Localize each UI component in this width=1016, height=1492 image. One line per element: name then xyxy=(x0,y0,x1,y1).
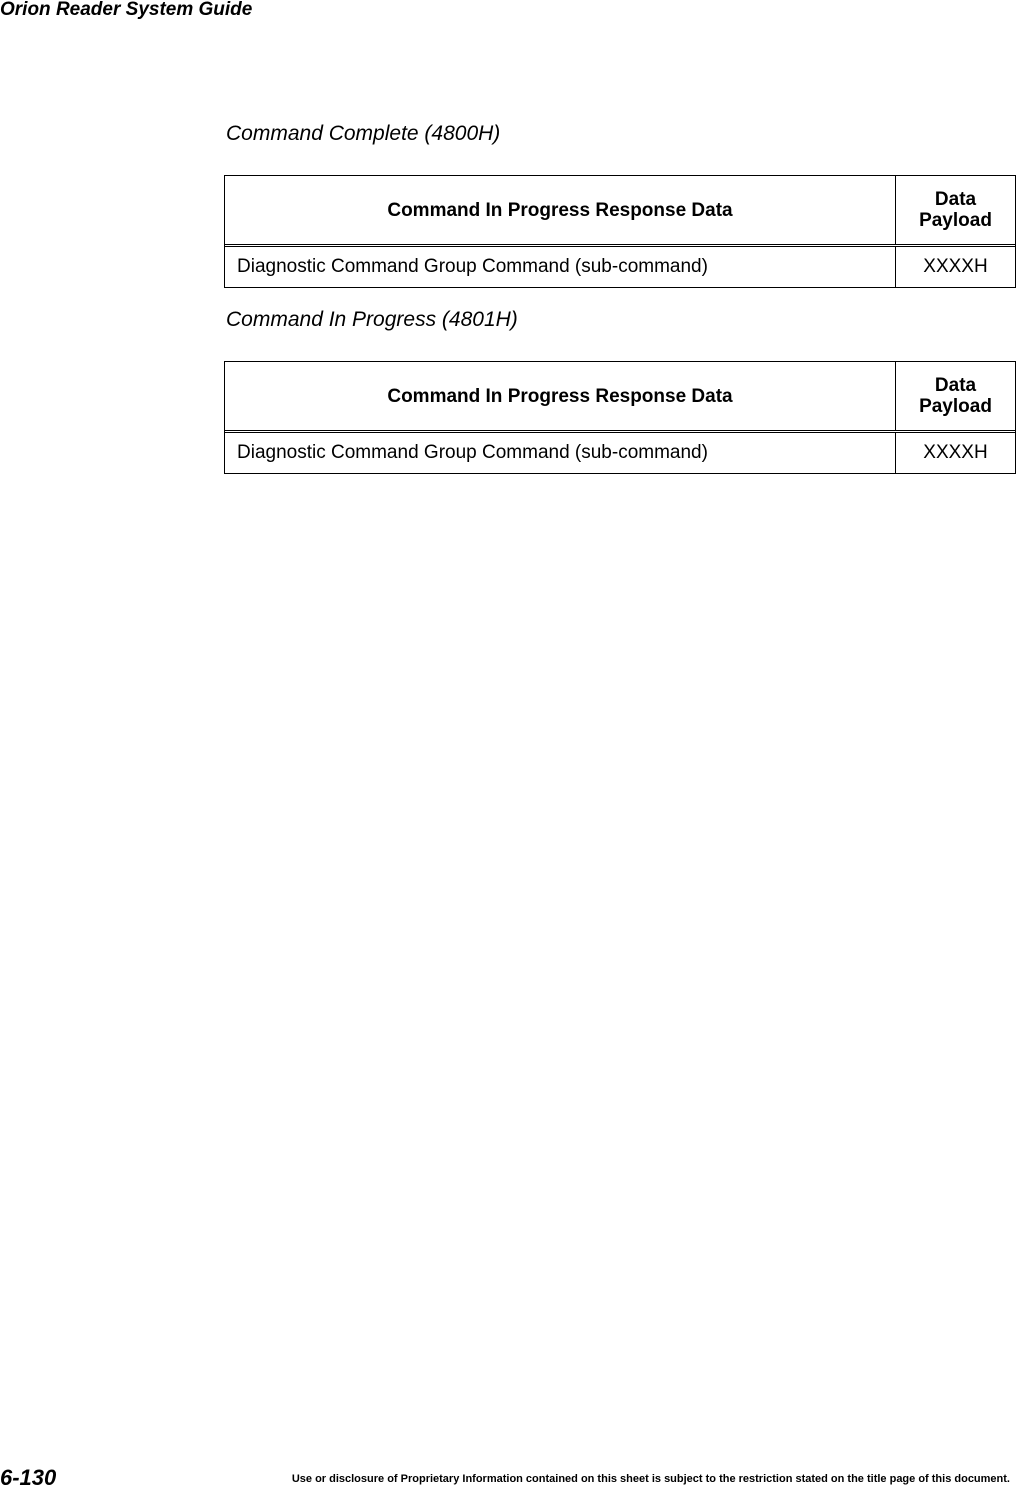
column-header-data-payload: Data Payload xyxy=(919,189,992,231)
table-cell-data-payload: XXXXH xyxy=(923,442,988,463)
table-cell-data-payload: XXXXH xyxy=(923,256,988,277)
page-number: 6-130 xyxy=(0,1465,57,1490)
table-cell-response-data: Diagnostic Command Group Command (sub-command) xyxy=(225,433,896,473)
proprietary-notice: Use or disclosure of Proprietary Information contained on this sheet is subject to the restriction stated on the title page of this document. xyxy=(291,1473,1010,1485)
command-complete-table xyxy=(224,175,1016,288)
table-cell-response-data: Diagnostic Command Group Command (sub-command) xyxy=(225,247,896,287)
column-header-data-payload: Data Payload xyxy=(919,375,992,417)
running-header: Orion Reader System Guide xyxy=(0,0,253,20)
column-header-response-data: Command In Progress Response Data xyxy=(225,362,896,430)
table-header-row xyxy=(225,176,1015,247)
section-title-command-in-progress: Command In Progress (4801H) xyxy=(226,308,518,331)
section-title-command-complete: Command Complete (4800H) xyxy=(226,122,501,145)
command-in-progress-table xyxy=(224,361,1016,474)
column-header-response-data: Command In Progress Response Data xyxy=(225,176,896,244)
table-row xyxy=(225,247,1015,287)
table-row xyxy=(225,433,1015,473)
table-header-row xyxy=(225,362,1015,433)
